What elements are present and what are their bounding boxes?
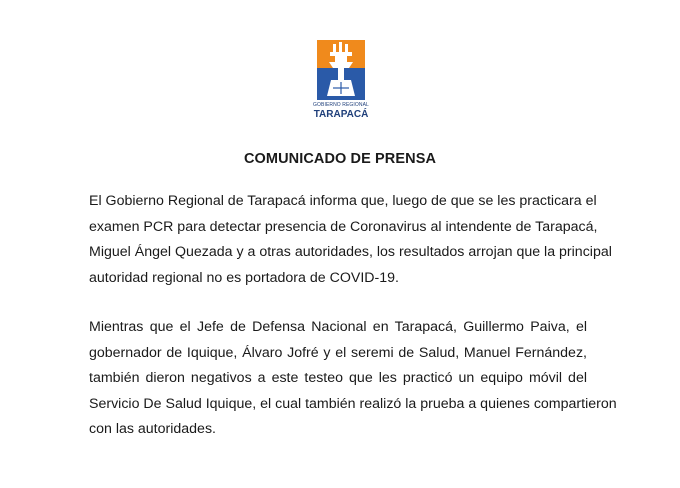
paragraph-line: Servicio De Salud Iquique, el cual también realizó la prueba a quienes compartieron — [89, 395, 617, 412]
paragraph-line: con las autoridades. — [89, 421, 216, 437]
paragraph-line: examen PCR para detectar presencia de Coronavirus al intendente de Tarapacá, — [89, 218, 598, 235]
press-release-title: COMUNICADO DE PRENSA — [243, 151, 437, 167]
paragraph-line: Miguel Ángel Quezada y a otras autoridades, los resultados arrojan que la principal — [89, 244, 612, 260]
paragraph-line: gobernador de Iquique, Álvaro Jofré y el seremi de Salud, Manuel Fernández, — [89, 344, 587, 361]
logo-big-text: TARAPACÁ — [313, 109, 369, 120]
paragraph-line: también dieron negativos a este testeo que les practicó un equipo móvil del — [89, 370, 587, 386]
logo-small-text: GOBIERNO REGIONAL — [313, 102, 369, 108]
gobierno-regional-logo — [313, 38, 369, 124]
paragraph-1 — [89, 189, 612, 291]
paragraph-line: autoridad regional no es portadora de COVID-19. — [89, 269, 399, 286]
paragraph-line: Mientras que el Jefe de Defensa Nacional en Tarapacá, Guillermo Paiva, el — [89, 319, 587, 335]
paragraph-2 — [89, 315, 617, 443]
logo-emblem-icon — [313, 38, 369, 102]
paragraph-line: El Gobierno Regional de Tarapacá informa que, luego de que se les practicara el — [89, 193, 597, 209]
